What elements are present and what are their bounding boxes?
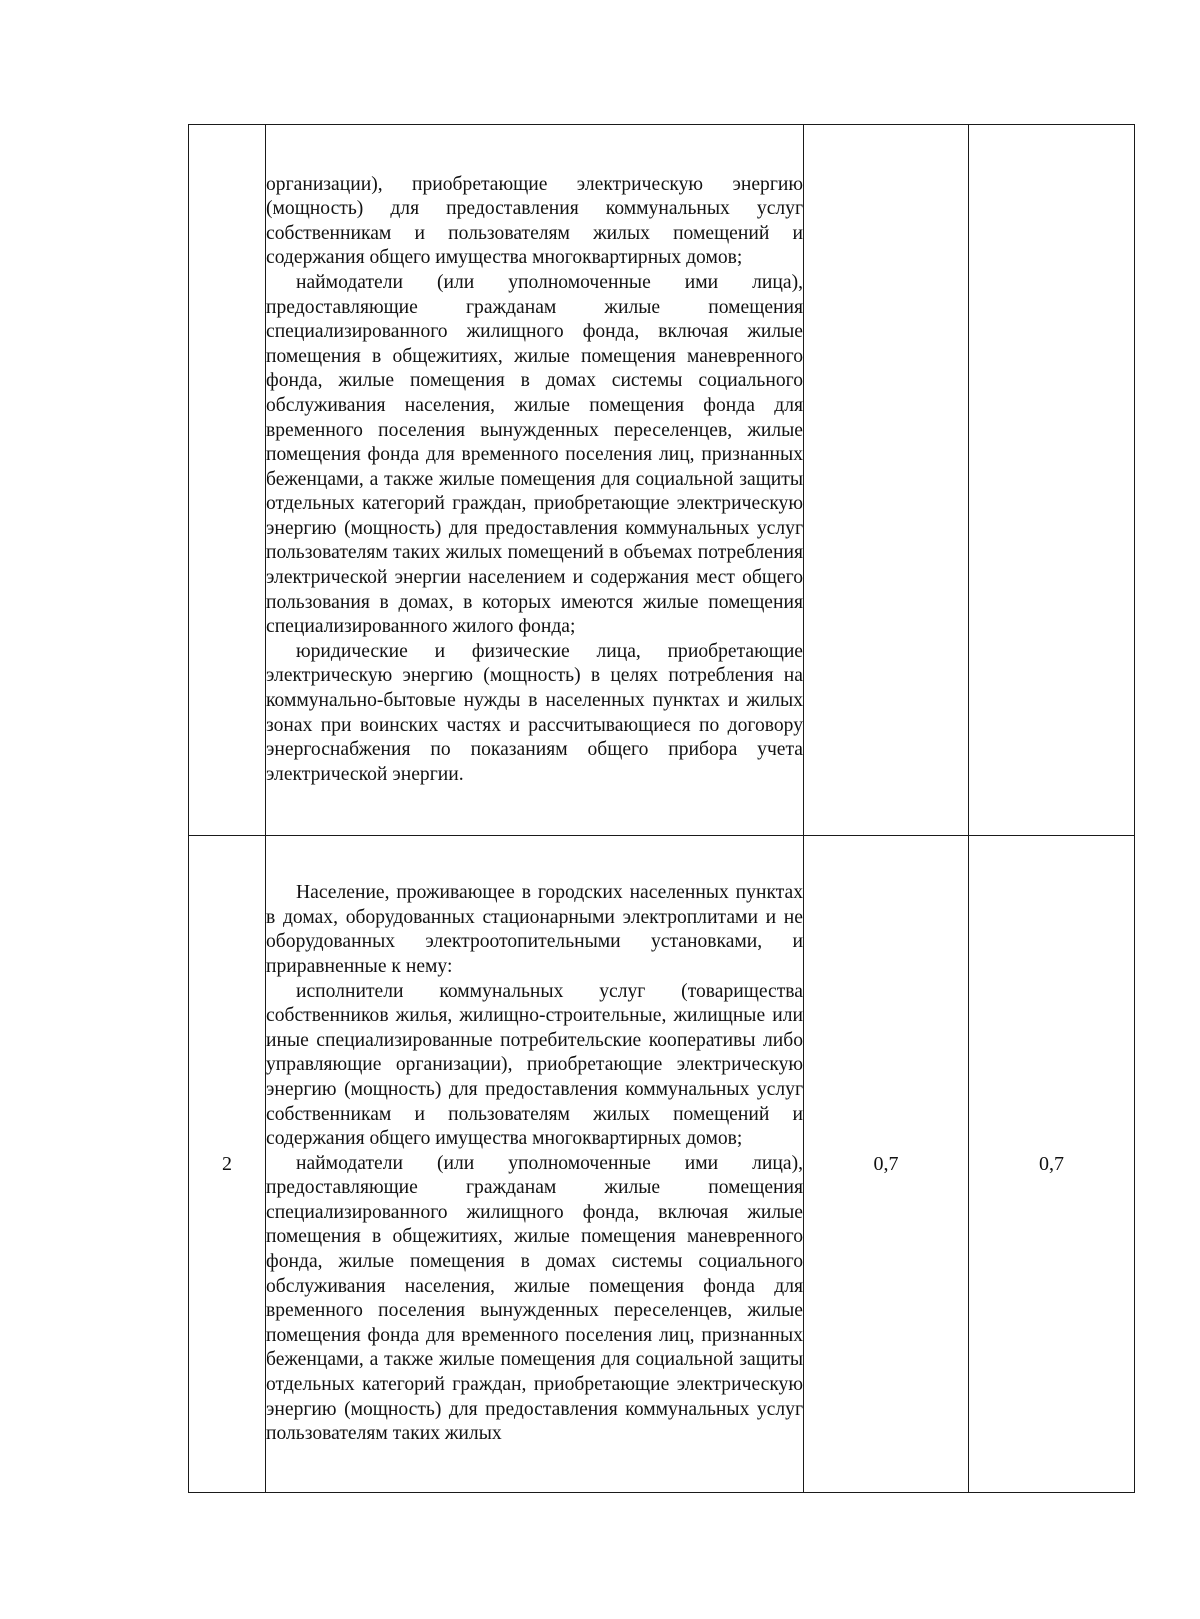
value-cell-2: 0,7 <box>969 836 1135 1493</box>
row-description-cell <box>266 836 804 1493</box>
row-description-cell <box>266 125 804 836</box>
tariff-table <box>188 124 1135 1493</box>
value-cell-1: 0,7 <box>804 836 969 1493</box>
description-paragraph: наймодатели (или уполномоченные ими лица), предоставляющие гражданам жилые помещения специализированного жилищного фонда, включая жилые помещения в общежитиях, жилые помещения маневренного фонда, жилые помещения в домах системы социального обслуживания населения, жилые помещения фонда для временного поселения вынужденных переселенцев, жилые помещения фонда для временного поселения лиц, признанных беженцами, а также жилые помещения для социальной защиты отдельных категорий граждан, приобретающие электрическую энергию (мощность) для предоставления коммунальных услуг пользователям таких жилых <box>266 1152 803 1445</box>
description-paragraph: наймодатели (или уполномоченные ими лица), предоставляющие гражданам жилые помещения специализированного жилищного фонда, включая жилые помещения в общежитиях, жилые помещения маневренного фонда, жилые помещения в домах системы социального обслуживания населения, жилые помещения фонда для временного поселения вынужденных переселенцев, жилые помещения фонда для временного поселения лиц, признанных беженцами, а также жилые помещения для социальной защиты отдельных категорий граждан, приобретающие электрическую энергию (мощность) для предоставления коммунальных услуг пользователям таких жилых помещений в объемах потребления электрической энергии населением и содержания мест общего пользования в домах, в которых имеются жилые помещения специализированного жилого фонда; <box>266 271 803 638</box>
value-cell-2 <box>969 125 1135 836</box>
description-paragraph: исполнители коммунальных услуг (товарищества собственников жилья, жилищно-строительные, жилищные или иные специализированные потребительские кооперативы либо управляющие организации), приобретающие электрическую энергию (мощность) для предоставления коммунальных услуг собственникам и пользователям жилых помещений и содержания общего имущества многоквартирных домов; <box>266 980 803 1150</box>
description-paragraph: организации), приобретающие электрическую энергию (мощность) для предоставления коммунальных услуг собственникам и пользователям жилых помещений и содержания общего имущества многоквартирных домов; <box>266 173 803 269</box>
description-paragraph: Население, проживающее в городских населенных пунктах в домах, оборудованных стационарными электроплитами и не оборудованных электроотопительными установками, и приравненные к нему: <box>266 882 803 977</box>
row-number-cell <box>189 125 266 836</box>
table-row <box>189 836 1135 1493</box>
row-number-cell: 2 <box>189 836 266 1493</box>
value-cell-1 <box>804 125 969 836</box>
description-paragraph: юридические и физические лица, приобретающие электрическую энергию (мощность) в целях потребления на коммунально-бытовые нужды в населенных пунктах и жилых зонах при воинских частях и рассчитывающиеся по договору энергоснабжения по показаниям общего прибора учета электрической энергии. <box>266 640 803 785</box>
table-row <box>189 125 1135 836</box>
